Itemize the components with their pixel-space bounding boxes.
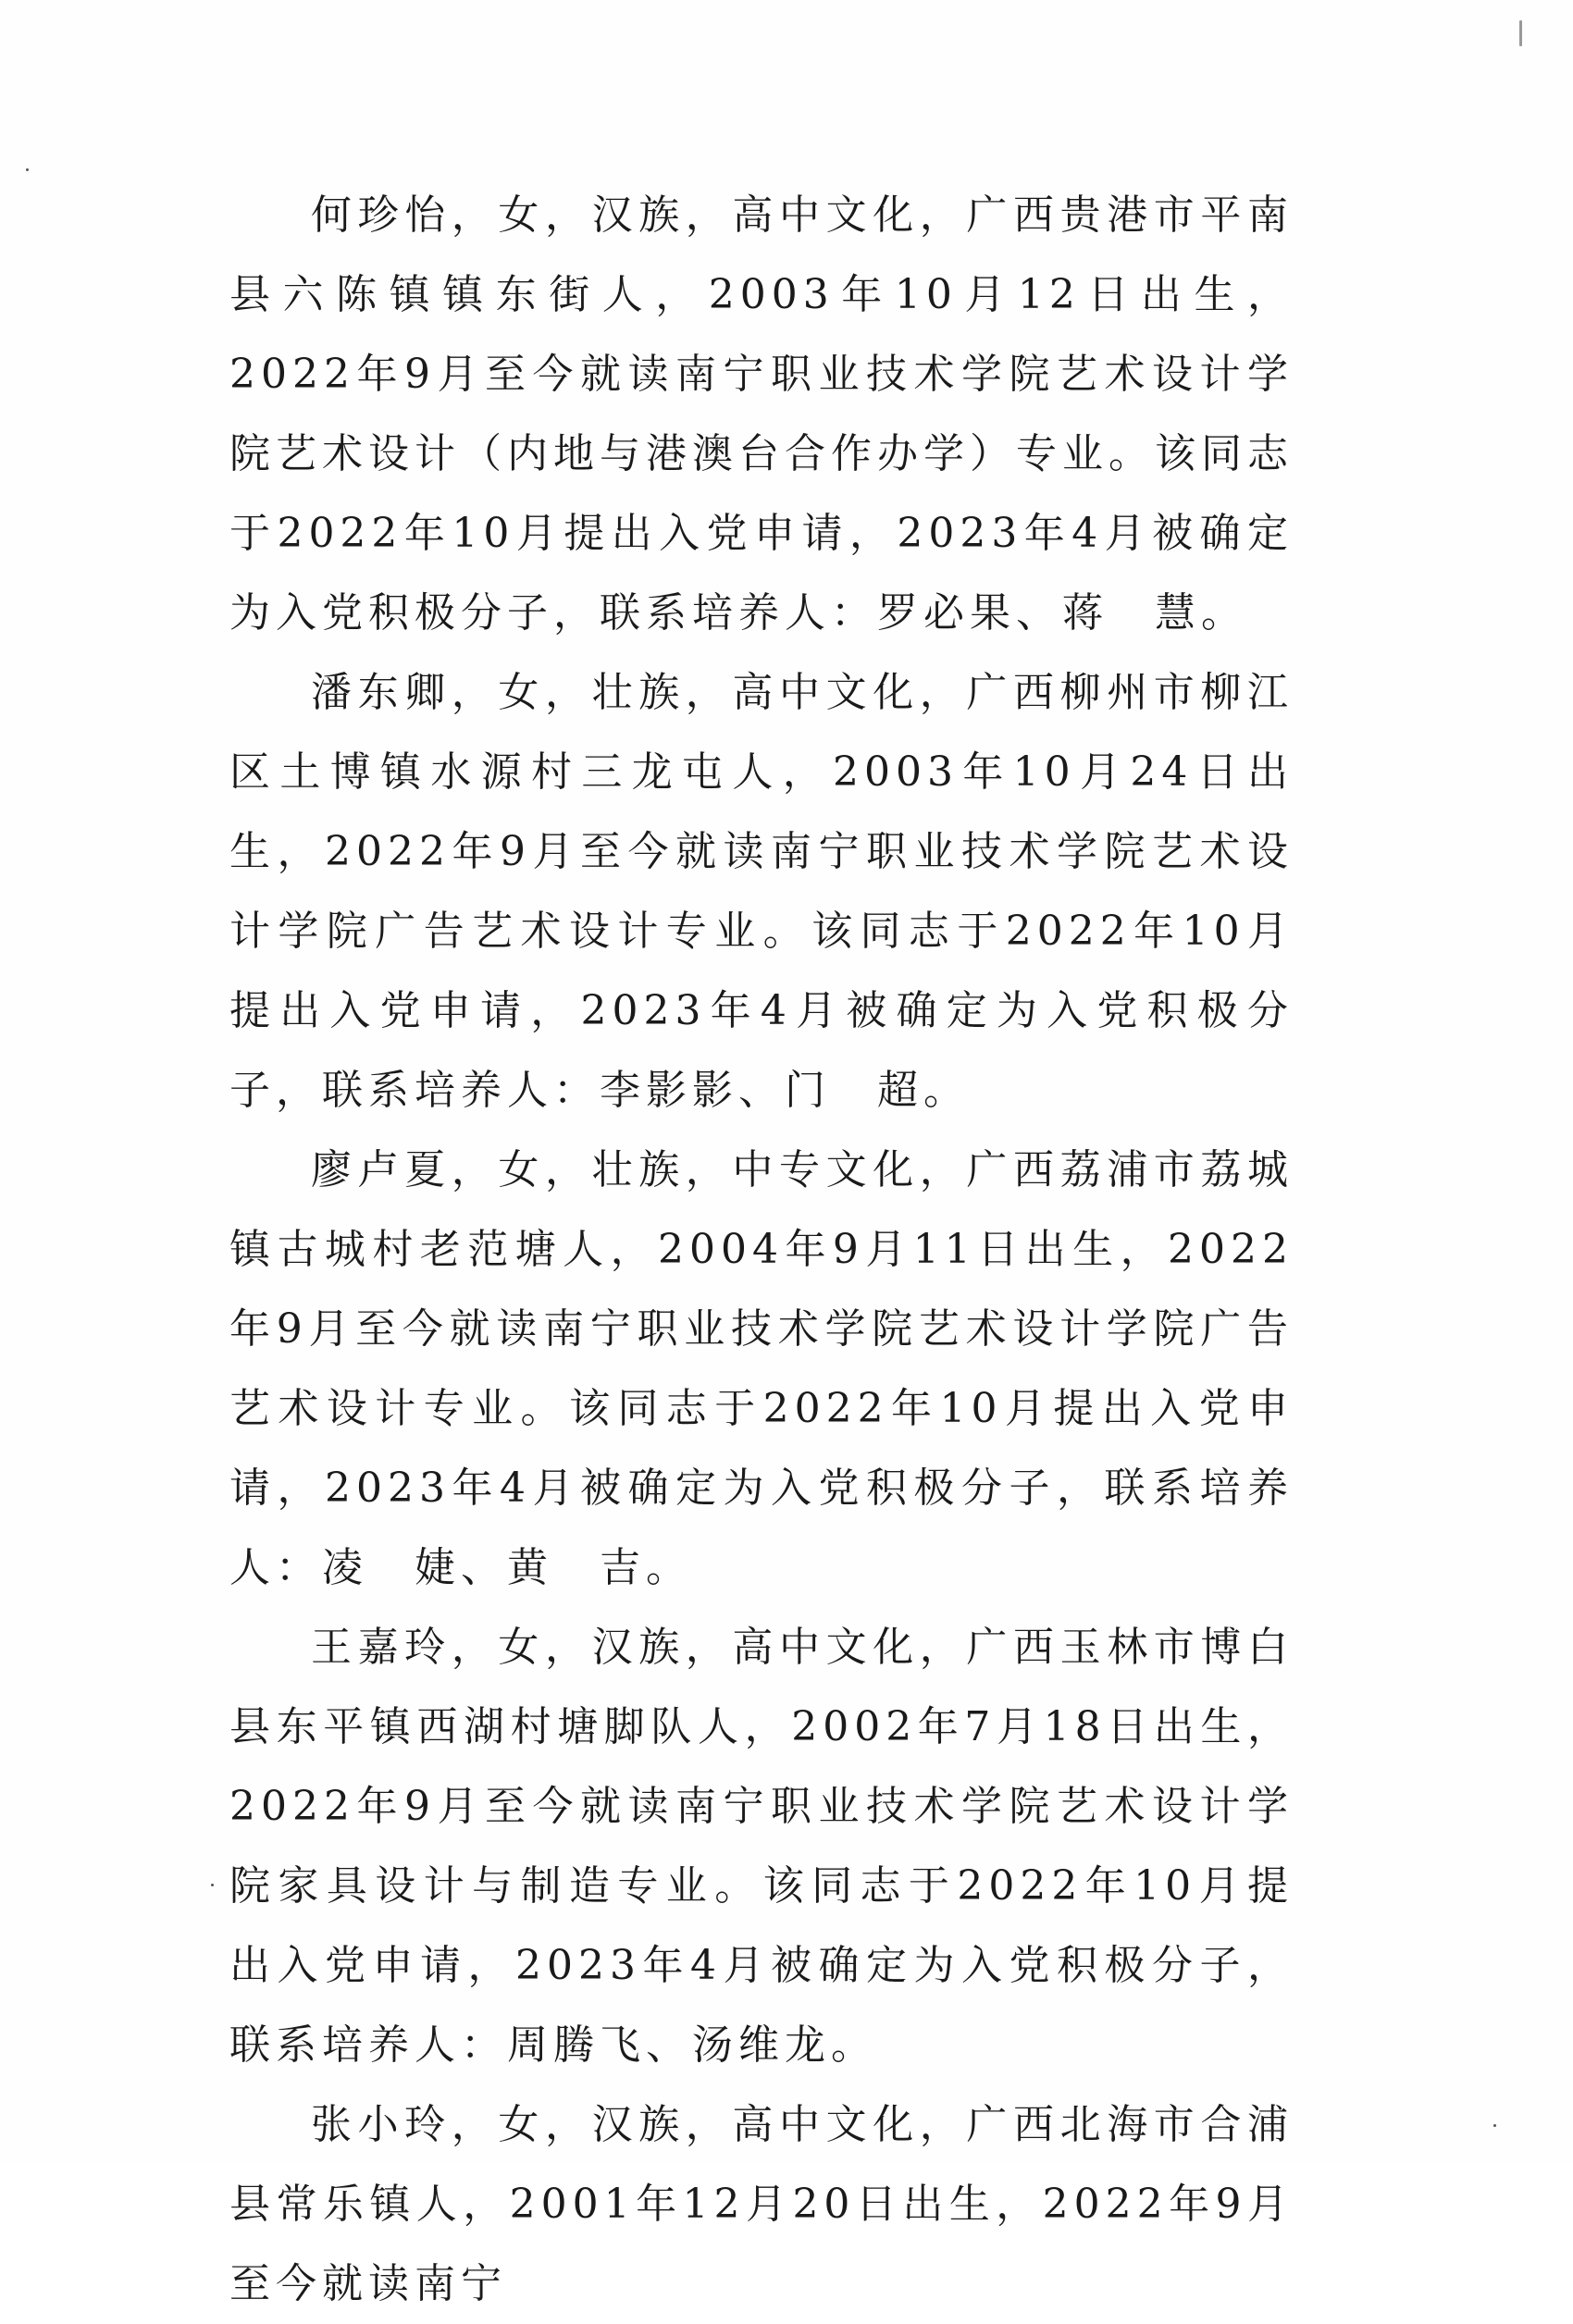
paragraph-pan-dongqing: 潘东卿，女，壮族，高中文化，广西柳州市柳江区土博镇水源村三龙屯人，2003年10月24日出生，2022年9月至今就读南宁职业技术学院艺术设计学院广告艺术设计专业。该同志于2022年10月提出入党申请，2023年4月被确定为入党积极分子，联系培养人：李影影、门 超。 <box>229 669 1294 1114</box>
document-body <box>229 176 1294 2324</box>
paragraph-zhang-xiaoling: 张小玲，女，汉族，高中文化，广西北海市合浦县常乐镇人，2001年12月20日出生，2022年9月至今就读南宁 <box>229 2101 1294 2307</box>
scan-speck <box>1493 2124 1496 2127</box>
paragraph-he-zhenyi: 何珍怡，女，汉族，高中文化，广西贵港市平南县六陈镇镇东街人，2003年10月12日出生，2022年9月至今就读南宁职业技术学院艺术设计学院艺术设计（内地与港澳台合作办学）专业。该同志于2022年10月提出入党申请，2023年4月被确定为入党积极分子，联系培养人：罗必果、蒋 慧。 <box>229 192 1294 637</box>
scan-speck <box>211 1884 214 1886</box>
scan-speck <box>1519 20 1522 46</box>
paragraph-wang-jialing: 王嘉玲，女，汉族，高中文化，广西玉林市博白县东平镇西湖村塘脚队人，2002年7月18日出生，2022年9月至今就读南宁职业技术学院艺术设计学院家具设计与制造专业。该同志于2022年10月提出入党申请，2023年4月被确定为入党积极分子，联系培养人：周腾飞、汤维龙。 <box>229 1624 1294 2069</box>
paragraph-liao-luxia: 廖卢夏，女，壮族，中专文化，广西荔浦市荔城镇古城村老范塘人，2004年9月11日出生，2022年9月至今就读南宁职业技术学院艺术设计学院广告艺术设计专业。该同志于2022年10月提出入党申请，2023年4月被确定为入党积极分子，联系培养人：凌 婕、黄 吉。 <box>229 1146 1294 1591</box>
scan-speck <box>26 168 29 171</box>
